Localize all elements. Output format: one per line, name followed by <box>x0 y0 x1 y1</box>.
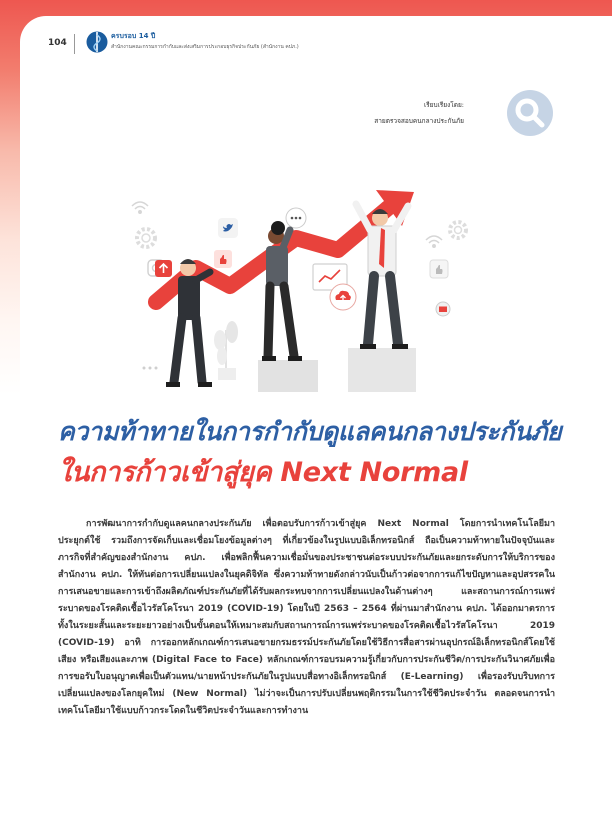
wifi-icon <box>132 202 148 213</box>
credit-name: สายตรวจสอบคนกลางประกันภัย <box>374 117 464 125</box>
chat-icon <box>286 208 306 228</box>
brand-title: ครบรอบ 14 ปี <box>111 32 156 40</box>
wifi-icon <box>426 236 442 247</box>
pedestal-tall <box>348 348 416 392</box>
body-paragraph: การพัฒนาการกำกับดูแลคนกลางประกันภัย เพื่อตอบรับการก้าวเข้าสู่ยุค Next Normal โดยการนำเทคโนโลยีมาประยุกต์ใช้ รวมถึงการจัดเก็บและเชื่อมโยงข้อมูลต่างๆ ที่เกี่ยวข้องในรูปแบบอิเล็กทรอนิกส์ ถือเป็นความท้าทายในปัจจุบันและภารกิจที่สำคัญของสำนักงาน คปภ. เพื่อพลิกฟื้นความเชื่อมั่นของประชาชนต่อระบบประกันภัยและยกระดับการให้บริการของสำนักงาน คปภ. ให้ทันต่อการเปลี่ยนแปลงในยุคดิจิทัล ซึ่งความท้าทายดังกล่าวนับเป็นก้าวต่อจากการแก้ไขปัญหาและอุปสรรคในการเสนอขายและการเข้าถึงผลิตภัณฑ์ประกันภัยที่ได้รับผลกระทบจากการเปลี่ยนแปลงในด้านต่างๆ และสถานการณ์การแพร่ระบาดของโรคติดเชื้อไวรัสโคโรนา 2019 (COVID-19) โดยในปี 2563 – 2564 ที่ผ่านมาสำนักงาน คปภ. ได้ออกมาตรการทั้งในระยะสั้นและระยะยาวอย่างเป็นขั้นตอนให้เหมาะสมกับสถานการณ์การแพร่ระบาดของโรคติดเชื้อไวรัสโคโรนา 2019 (COVID-19) อาทิ การออกหลักเกณฑ์การเสนอขายกรมธรรม์ประกันภัยโดยใช้วิธีการสื่อสารผ่านอุปกรณ์อิเล็กทรอนิกส์โดยใช้เสียง หรือเสียงและภาพ (Digital Face to Face) หลักเกณฑ์การอบรมความรู้เกี่ยวกับการประกันชีวิต/การประกันวินาศภัยเพื่อการขอรับใบอนุญาตเพื่อเป็นตัวแทน/นายหน้าประกันภัยในรูปแบบสื่อทางอิเล็กทรอนิกส์ (E-Learning) เพื่อรองรับบริบทการเปลี่ยนแปลงของโลกยุคใหม่ (New Normal) ไม่ว่าจะเป็นการปรับเปลี่ยนพฤติกรรมในการใช้ชีวิตประจำวัน ตลอดจนการนำเทคโนโลยีมาใช้แบบก้าวกระโดดในชีวิตประจำวันและการทำงาน <box>58 519 555 716</box>
page-header <box>40 30 600 60</box>
logo-icon <box>86 30 108 54</box>
pedestal-small <box>258 360 318 392</box>
author-credit <box>374 100 464 126</box>
header-divider <box>74 34 75 54</box>
person-right <box>356 204 408 349</box>
search-badge <box>507 90 553 136</box>
gear-icon <box>137 229 155 247</box>
credit-label: เรียบเรียงโดย: <box>423 101 464 109</box>
dots-icon <box>143 367 158 370</box>
growth-illustration <box>118 160 498 395</box>
like-icon <box>155 260 172 277</box>
brand-subtitle: สำนักงานคณะกรรมการกำกับและส่งเสริมการประกอบธุรกิจประกันภัย (สำนักงาน คปภ.) <box>111 44 299 50</box>
search-icon <box>507 90 553 136</box>
page-number: 104 <box>48 38 67 48</box>
like-icon <box>214 250 232 268</box>
like-icon <box>430 260 448 278</box>
article-title-line2: ในการก้าวเข้าสู่ยุค Next Normal <box>58 457 468 488</box>
cloud-upload-icon <box>330 284 356 310</box>
plant-icon <box>214 321 238 380</box>
twitter-icon <box>218 218 238 238</box>
gear-icon <box>450 222 466 238</box>
mail-icon <box>436 302 450 316</box>
article-title-line1: ความท้าทายในการกำกับดูแลคนกลางประกันภัย <box>58 417 562 446</box>
